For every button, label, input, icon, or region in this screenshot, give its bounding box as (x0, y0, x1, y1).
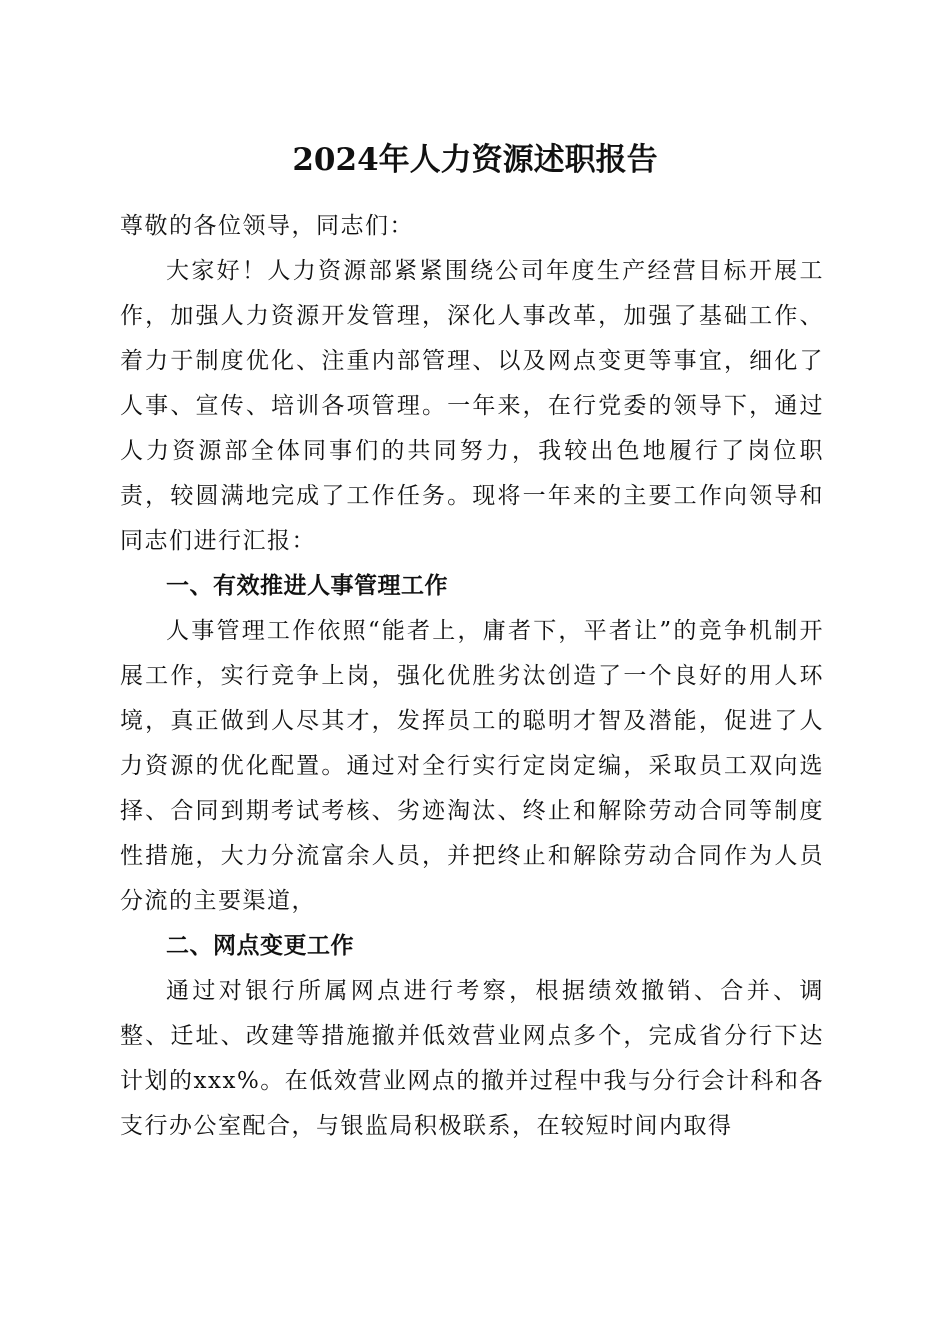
section-2-paragraph: 通过对银行所属网点进行考察，根据绩效撤销、合并、调整、迁址、改建等措施撤并低效营业网点多个，完成省分行下达计划的xxx%。在低效营业网点的撤并过程中我与分行会计科和各支行办公室配合，与银监局积极联系，在较短时间内取得 (120, 978, 824, 1139)
intro-paragraph: 大家好！人力资源部紧紧围绕公司年度生产经营目标开展工作，加强人力资源开发管理，深化人事改革，加强了基础工作、着力于制度优化、注重内部管理、以及网点变更等事宜，细化了人事、宣传、培训各项管理。一年来，在行党委的领导下，通过人力资源部全体同事们的共同努力，我较出色地履行了岗位职责，较圆满地完成了工作任务。现将一年来的主要工作向领导和同志们进行汇报： (120, 258, 824, 554)
document-title: 2024年人力资源述职报告 (292, 142, 658, 178)
salutation: 尊敬的各位领导，同志们： (120, 213, 414, 239)
document-body (120, 204, 824, 1149)
section-2-heading: 二、网点变更工作 (166, 933, 354, 959)
section-1-paragraph: 人事管理工作依照“能者上，庸者下，平者让”的竞争机制开展工作，实行竞争上岗，强化优胜劣汰创造了一个良好的用人环境，真正做到人尽其才，发挥员工的聪明才智及潜能，促进了人力资源的优化配置。通过对全行实行定岗定编，采取员工双向选择、合同到期考试考核、劣迹淘汰、终止和解除劳动合同等制度性措施，大力分流富余人员，并把终止和解除劳动合同作为人员分流的主要渠道， (120, 618, 824, 914)
section-1-heading: 一、有效推进人事管理工作 (166, 573, 448, 599)
